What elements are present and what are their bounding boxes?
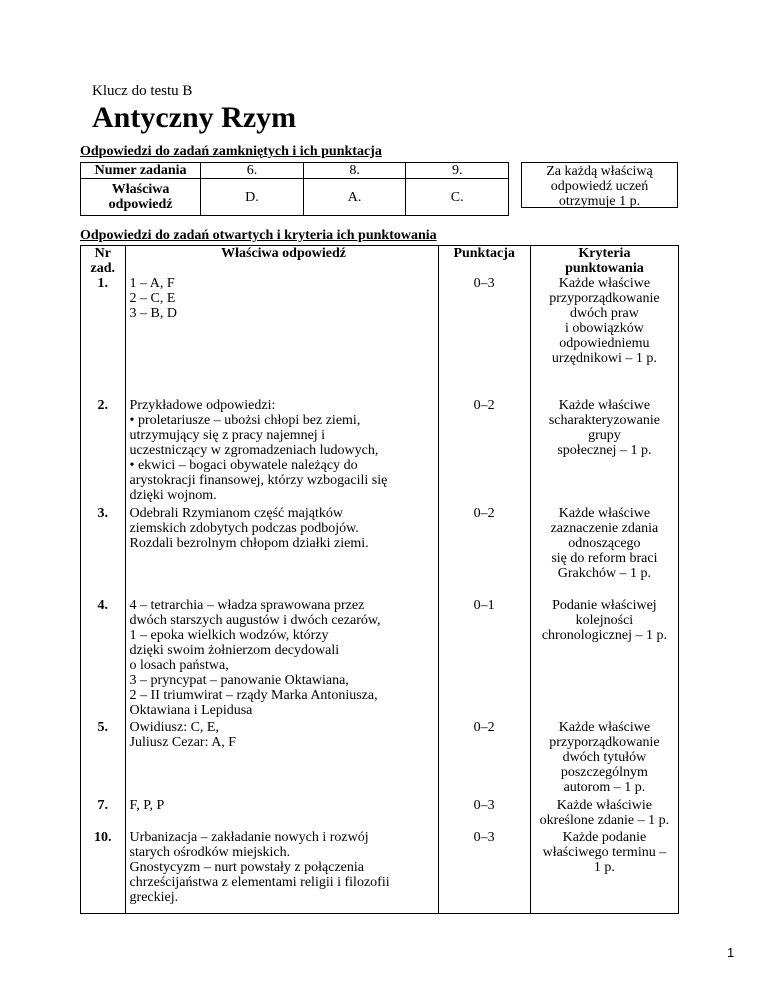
open-answers-table [80, 245, 679, 914]
closed-answers-table [80, 162, 509, 216]
row-criteria: Podanie właściwej kolejności chronologicznej – 1 p. [530, 598, 678, 720]
row-points: 0–3 [438, 276, 530, 398]
row-points: 0–2 [438, 720, 530, 798]
column-header-nr: Nr zad. [81, 246, 126, 277]
closed-section-heading: Odpowiedzi do zadań zamkniętych i ich punktacja [80, 144, 382, 159]
answer-cell: D. [201, 179, 304, 216]
table-row [81, 720, 679, 798]
table-row [81, 506, 679, 598]
row-number: 2. [81, 398, 126, 506]
row-number: 1. [81, 276, 126, 398]
row-answer: 4 – tetrarchia – władza sprawowana przez dwóch starszych augustów i dwóch cezarów, 1 – epoka wielkich wodzów, którzy dzięki swoim żołnierzom decydowali o losach państwa, 3 – pryncypat – panowanie Oktawiana, 2 – II triumwirat – rządy Marka Antoniusza, Oktawiana i Lepidusa [125, 598, 438, 720]
row-answer: Przykładowe odpowiedzi: • proletariusze – ubożsi chłopi bez ziemi, utrzymujący się z pracy najemnej i uczestniczący w zgromadzeniach ludowych, • ekwici – bogaci obywatele należący do arystokracji finansowej, którzy wzbogacili się dzięki wojnom. [125, 398, 438, 506]
row-criteria: Każde właściwe przyporządkowanie dwóch praw i obowiązków odpowiedniemu urzędnikowi – 1 p. [530, 276, 678, 398]
row-criteria: Każde właściwe scharakteryzowanie grupy społecznej – 1 p. [530, 398, 678, 506]
task-number-cell: 8. [303, 163, 406, 179]
column-header-points: Punktacja [438, 246, 530, 277]
row-number: 4. [81, 598, 126, 720]
row-criteria: Każde podanie właściwego terminu – 1 p. [530, 830, 678, 913]
row-criteria: Każde właściwe przyporządkowanie dwóch tytułów poszczególnym autorom – 1 p. [530, 720, 678, 798]
row-answer: Urbanizacja – zakładanie nowych i rozwój starych ośrodków miejskich. Gnostycyzm – nurt powstały z połączenia chrześcijaństwa z elementami religii i filozofii greckiej. [125, 830, 438, 913]
table-row [81, 598, 679, 720]
task-number-cell: 6. [201, 163, 304, 179]
row-points: 0–1 [438, 598, 530, 720]
document-title: Antyczny Rzym [92, 101, 297, 134]
row-points: 0–2 [438, 506, 530, 598]
scoring-note: Za każdą właściwą odpowiedź uczeń otrzymuje 1 p. [521, 162, 678, 208]
row-number: 10. [81, 830, 126, 913]
row-points: 0–3 [438, 830, 530, 913]
row-answer: F, P, P [125, 798, 438, 830]
table-row [81, 398, 679, 506]
column-header-answer: Właściwa odpowiedź [125, 246, 438, 277]
open-section-heading: Odpowiedzi do zadań otwartych i kryteria ich punktowania [80, 228, 437, 243]
row-number: 7. [81, 798, 126, 830]
correct-answer-label: Właściwa odpowiedź [81, 179, 201, 216]
answer-cell: A. [303, 179, 406, 216]
answer-cell: C. [406, 179, 509, 216]
page-number: 1 [727, 945, 735, 960]
row-criteria: Każde właściwie określone zdanie – 1 p. [530, 798, 678, 830]
row-points: 0–2 [438, 398, 530, 506]
row-criteria: Każde właściwe zaznaczenie zdania odnoszącego się do reform braci Grakchów – 1 p. [530, 506, 678, 598]
row-answer: Owidiusz: C, E, Juliusz Cezar: A, F [125, 720, 438, 798]
column-header-criteria: Kryteria punktowania [530, 246, 678, 277]
table-row [81, 276, 679, 398]
row-answer: 1 – A, F 2 – C, E 3 – B, D [125, 276, 438, 398]
task-number-label: Numer zadania [81, 163, 201, 179]
row-number: 3. [81, 506, 126, 598]
row-number: 5. [81, 720, 126, 798]
row-points: 0–3 [438, 798, 530, 830]
table-row [81, 830, 679, 913]
task-number-cell: 9. [406, 163, 509, 179]
row-answer: Odebrali Rzymianom część majątków ziemskich zdobytych podczas podbojów. Rozdali bezrolnym chłopom działki ziemi. [125, 506, 438, 598]
document-subtitle: Klucz do testu B [92, 83, 193, 99]
table-row [81, 798, 679, 830]
